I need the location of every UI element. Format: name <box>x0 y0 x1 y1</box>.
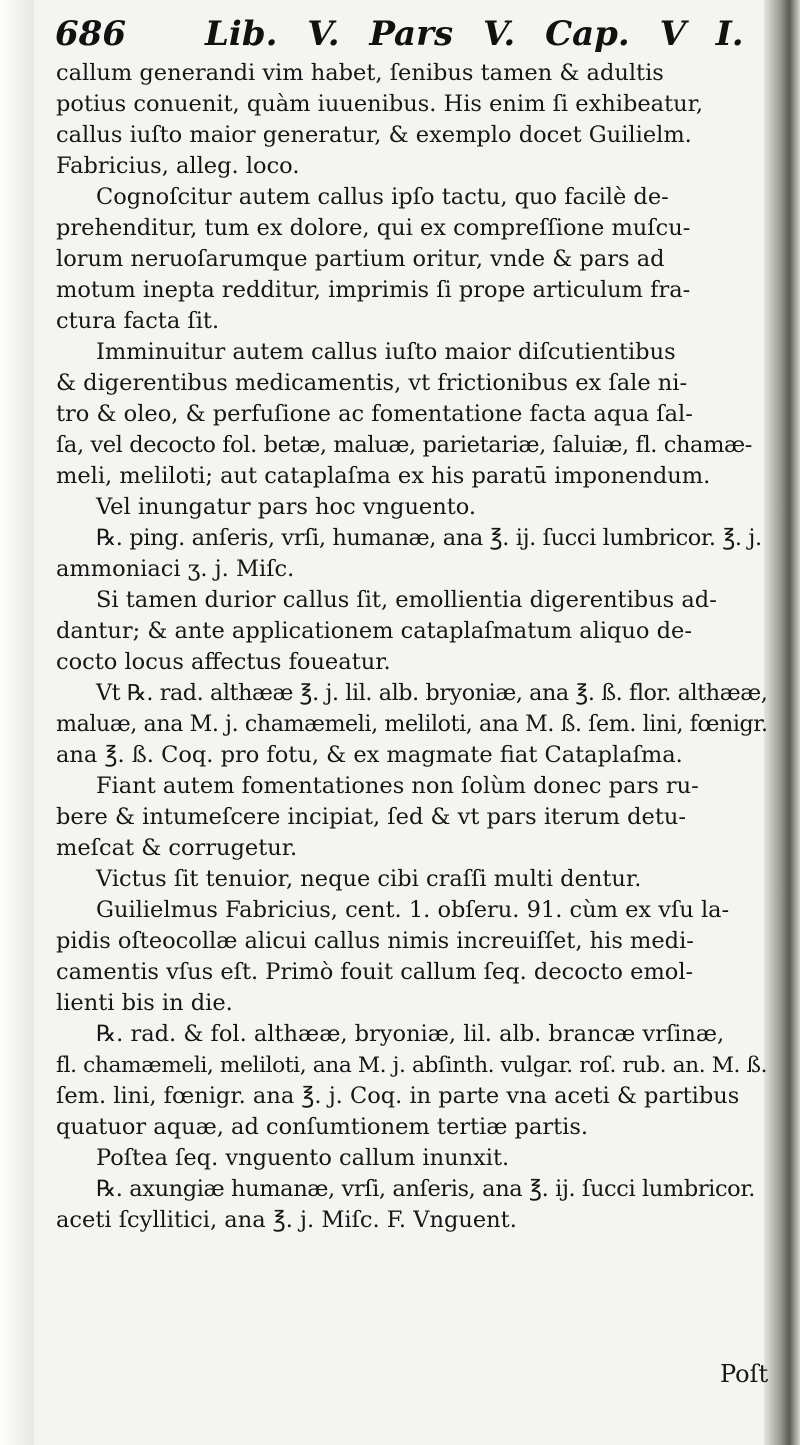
page-left-margin <box>0 0 34 1445</box>
text-line: tro & oleo, & perfuſione ac fomentatione facta aqua ſal- <box>56 401 693 427</box>
text-line: ctura facta ſit. <box>56 308 220 334</box>
text-line: camentis vſus eſt. Primò fouit callum ſeq. decocto emol- <box>56 959 694 985</box>
text-line: fl. chamæmeli, meliloti, ana M. j. abſinth. vulgar. roſ. rub. an. M. ß. <box>56 1053 768 1078</box>
text-line: Imminuitur autem callus iuſto maior diſcutientibus <box>96 339 676 365</box>
text-line: Si tamen durior callus ſit, emollientia digerentibus ad- <box>96 587 717 613</box>
body-text <box>56 58 768 1236</box>
text-line: lorum neruoſarumque partium oritur, vnde & pars ad <box>56 246 665 272</box>
running-head: Lib. V. Pars V. Cap. V I. <box>205 14 744 54</box>
text-line: pidis oſteocollæ alicui callus nimis increuiſſet, his medi- <box>56 928 694 954</box>
text-line: Vt ℞. rad. althææ ℥. j. lil. alb. bryoniæ, ana ℥. ß. flor. althææ, <box>96 680 768 706</box>
text-line: motum inepta redditur, imprimis ſi prope articulum fra- <box>56 277 691 303</box>
text-line: maluæ, ana M. j. chamæmeli, meliloti, ana M. ß. ſem. lini, fœnigr. <box>56 711 768 737</box>
text-line: Vel inungatur pars hoc vnguento. <box>96 494 477 520</box>
text-line: lienti bis in die. <box>56 990 233 1016</box>
text-line: callus iuſto maior generatur, & exemplo docet Guilielm. <box>56 122 692 148</box>
text-line: ℞. rad. & fol. althææ, bryoniæ, lil. alb. brancæ vrſinæ, <box>96 1021 725 1047</box>
text-line: cocto locus affectus foueatur. <box>56 649 391 675</box>
text-line: Victus ſit tenuior, neque cibi craſſi multi dentur. <box>96 866 642 892</box>
text-line: bere & intumeſcere incipiat, ſed & vt pars iterum detu- <box>56 804 686 830</box>
text-line: meli, meliloti; aut cataplaſma ex his paratū imponendum. <box>56 463 711 489</box>
text-line: Guilielmus Fabricius, cent. 1. obſeru. 91. cùm ex vſu la- <box>96 897 730 923</box>
text-line: aceti ſcyllitici, ana ℥. j. Miſc. F. Vnguent. <box>56 1207 517 1233</box>
text-line: & digerentibus medicamentis, vt frictionibus ex ſale ni- <box>56 370 688 396</box>
text-line: callum generandi vim habet, ſenibus tamen & adultis <box>56 60 664 86</box>
text-line: dantur; & ante applicationem cataplaſmatum aliquo de- <box>56 618 692 644</box>
text-line: Poſtea ſeq. vnguento callum inunxit. <box>96 1145 510 1171</box>
text-line: quatuor aquæ, ad conſumtionem tertiæ partis. <box>56 1114 589 1140</box>
text-line: ℞. axungiæ humanæ, vrſi, anſeris, ana ℥. ij. ſucci lumbricor. <box>96 1176 755 1202</box>
page-header <box>55 14 755 60</box>
text-line: Fabricius, alleg. loco. <box>56 153 300 179</box>
text-line: Fiant autem fomentationes non ſolùm donec pars ru- <box>96 773 699 799</box>
text-line: ℞. ping. anſeris, vrſi, humanæ, ana ℥. ij. ſucci lumbricor. ℥. j. <box>96 525 762 551</box>
text-line: ſa, vel decocto fol. betæ, maluæ, parietariæ, ſaluiæ, fl. chamæ- <box>56 432 752 458</box>
catchword: Poſt <box>720 1360 769 1388</box>
text-line: ſem. lini, fœnigr. ana ℥. j. Coq. in parte vna aceti & partibus <box>56 1083 740 1109</box>
text-line: ammoniaci ʒ. j. Miſc. <box>56 556 295 582</box>
text-line: prehenditur, tum ex dolore, qui ex compreſſione muſcu- <box>56 215 691 241</box>
text-line: Cognoſcitur autem callus ipſo tactu, quo facilè de- <box>96 184 669 210</box>
page-gutter-shadow <box>764 0 800 1445</box>
page-number: 686 <box>55 14 126 54</box>
text-line: potius conuenit, quàm iuuenibus. His enim ſi exhibeatur, <box>56 91 704 117</box>
text-line: ana ℥. ß. Coq. pro fotu, & ex magmate fiat Cataplaſma. <box>56 742 683 768</box>
text-line: meſcat & corrugetur. <box>56 835 298 861</box>
